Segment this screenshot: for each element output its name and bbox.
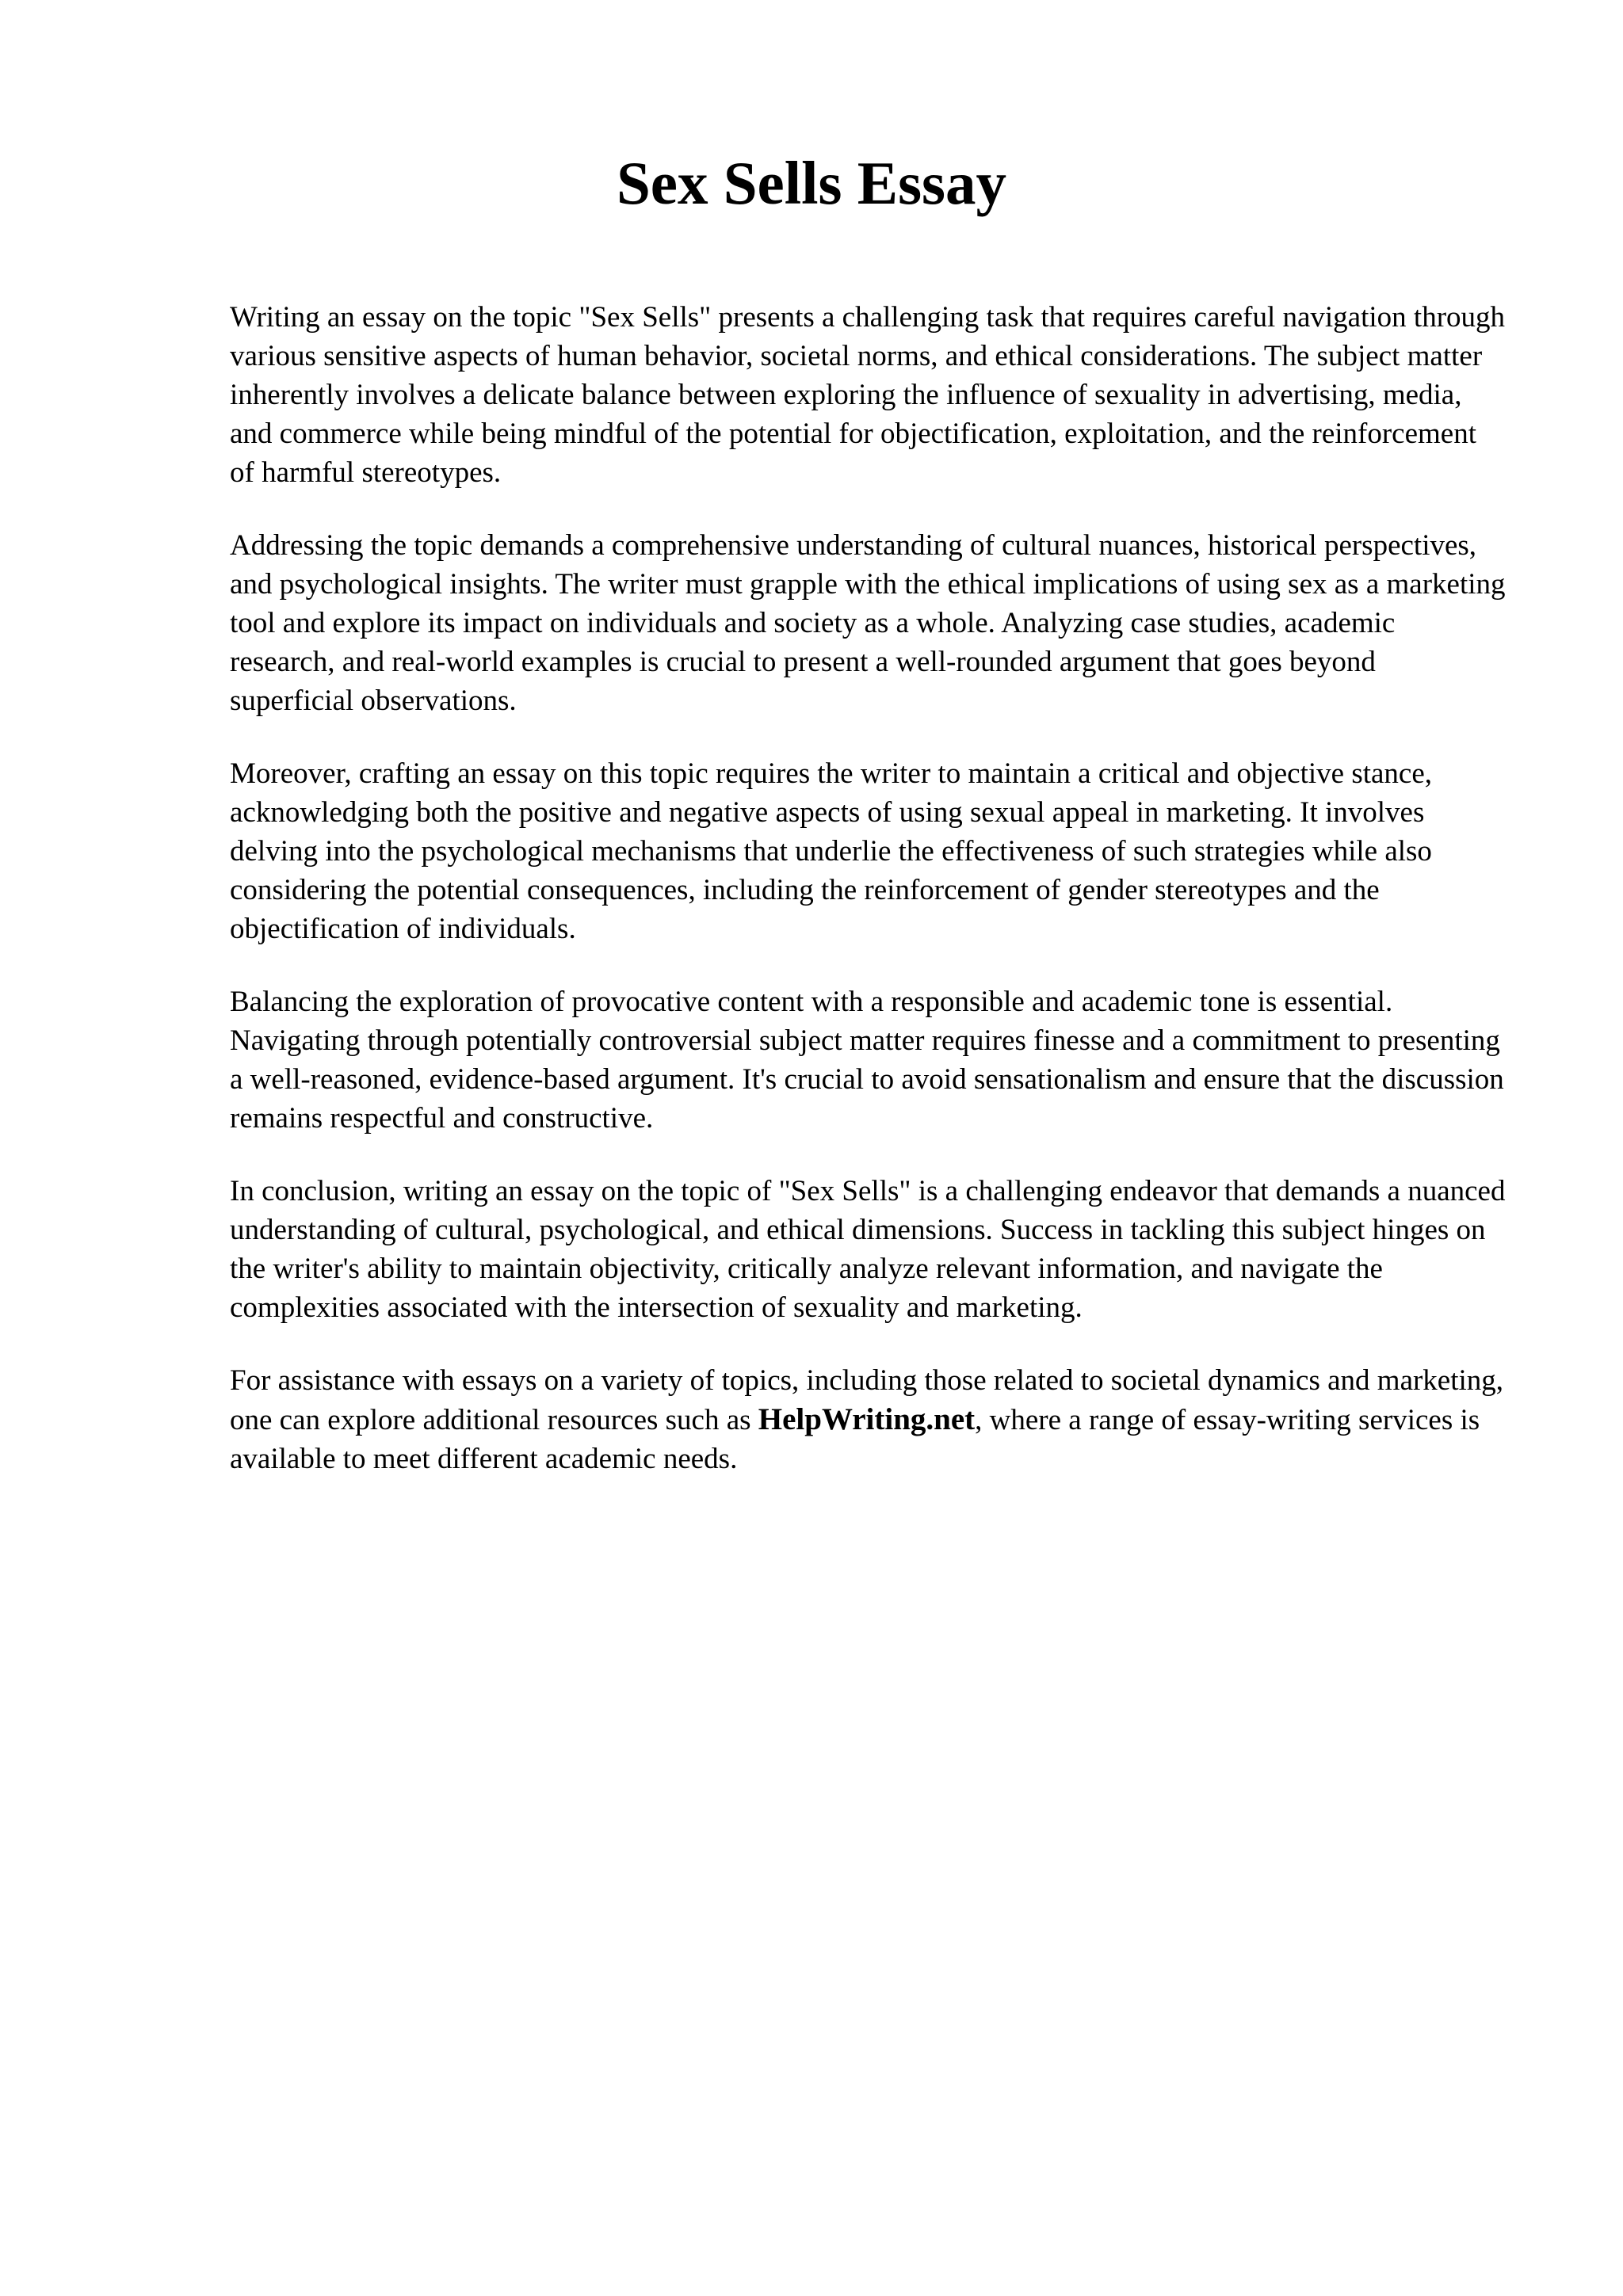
paragraph-5: In conclusion, writing an essay on the topic of "Sex Sells" is a challenging endeavor that demands a nuanced understanding of cultural, psychological, and ethical dimensions. Success in tackling this subject hinges on the writer's ability to maintain objectivity, critically analyze relevant information, and navigate the complexities associated with the intersection of sexuality and marketing.: [230, 1175, 1506, 1324]
closing-text-before: For assistance with essays on a variety of topics, including those related to societal dynamics and marketing, one can explore additional resources such as: [230, 1364, 1504, 1436]
paragraph-1: Writing an essay on the topic "Sex Sells" presents a challenging task that requires careful navigation through various sensitive aspects of human behavior, societal norms, and ethical considerations. The subject matter inherently involves a delicate balance between exploring the influence of sexuality in advertising, media, and commerce while being mindful of the potential for objectification, exploitation, and the reinforcement of harmful stereotypes.: [230, 301, 1506, 489]
paragraph-4: Balancing the exploration of provocative content with a responsible and academic tone is essential. Navigating through potentially controversial subject matter requires finesse and a commitment to presenting a well-reasoned, evidence-based argument. It's crucial to avoid sensationalism and ensure that the discussion remains respectful and constructive.: [230, 986, 1504, 1135]
paragraph-3: Moreover, crafting an essay on this topic requires the writer to maintain a critical and objective stance, acknowledging both the positive and negative aspects of using sexual appeal in marketing. It involves delving into the psychological mechanisms that underlie the effectiveness of such strategies while also considering the potential consequences, including the reinforcement of gender stereotypes and the objectification of individuals.: [230, 757, 1433, 945]
page-title: Sex Sells Essay: [616, 149, 1007, 217]
essay-body: [230, 298, 1506, 1512]
brand-name: HelpWriting.net: [758, 1402, 976, 1436]
closing-paragraph: [230, 1361, 1506, 1478]
closing-text-after: , where a range of essay-writing services is available to meet different academic needs.: [230, 1404, 1480, 1475]
paragraph-2: Addressing the topic demands a comprehensive understanding of cultural nuances, historical perspectives, and psychological insights. The writer must grapple with the ethical implications of using sex as a marketing tool and explore its impact on individuals and society as a whole. Analyzing case studies, academic research, and real-world examples is crucial to present a well-rounded argument that goes beyond superficial observations.: [230, 529, 1506, 717]
